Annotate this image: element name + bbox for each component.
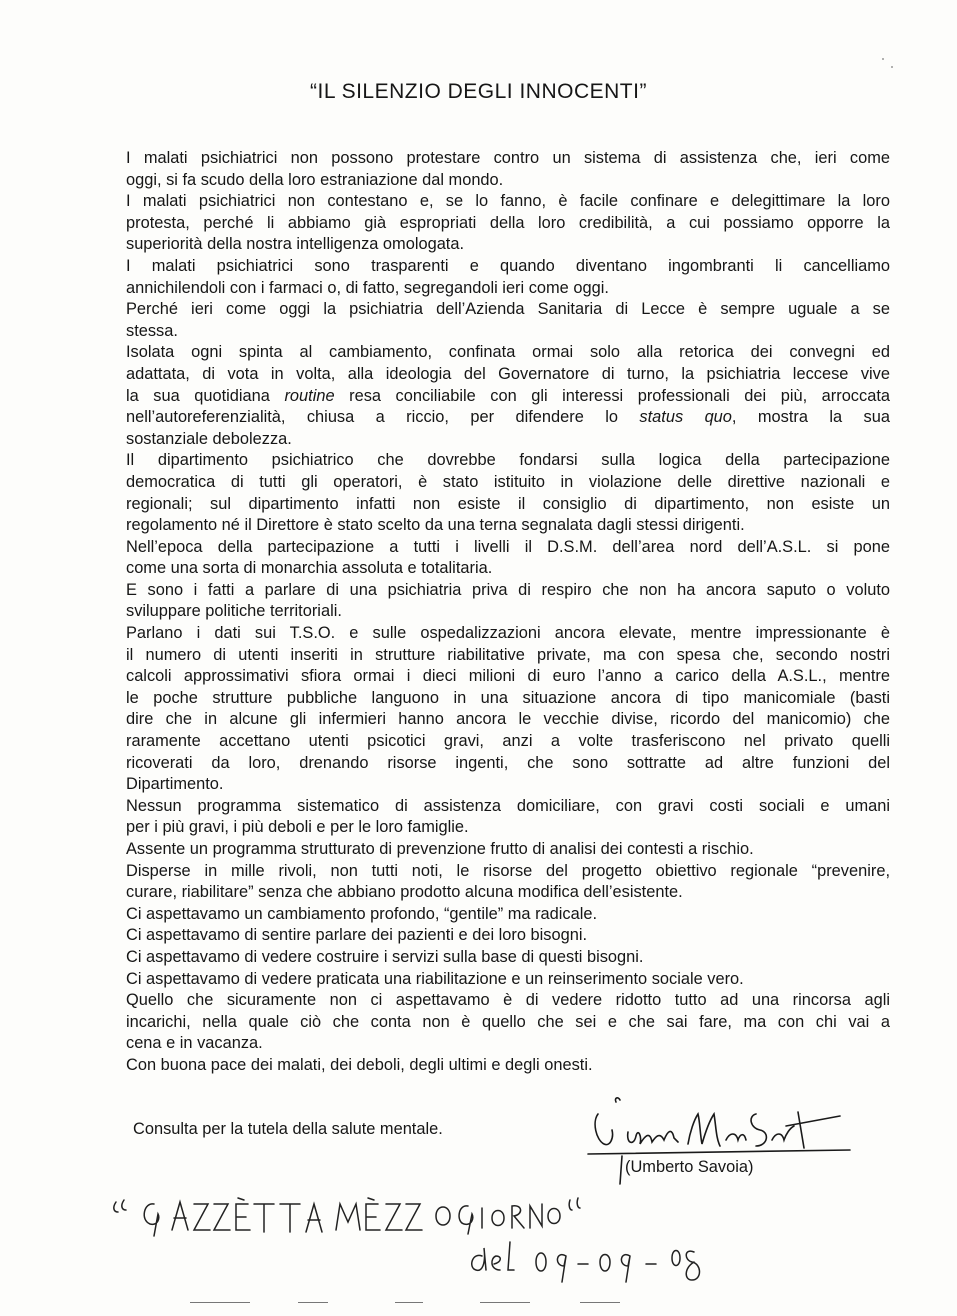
text-segment: la sua quotidiana bbox=[126, 386, 285, 405]
text-line: Il dipartimento psichiatrico che dovrebbe fondarsi sulla logica della partecipazione bbox=[126, 451, 890, 470]
text-line: sostanziale debolezza. bbox=[126, 429, 292, 448]
text-line: come una sorta di monarchia assoluta e totalitaria. bbox=[126, 559, 493, 578]
document-title: “IL SILENZIO DEGLI INNOCENTI” bbox=[310, 80, 647, 103]
scan-artifact bbox=[395, 1302, 423, 1303]
text-line: Dipartimento. bbox=[126, 775, 224, 794]
text-line: calcoli approssimativi sfiora ormai i dieci milioni di euro l’anno a carico della A.S.L., mentre bbox=[126, 667, 890, 686]
text-line: Isolata ogni spinta al cambiamento, confinata ormai solo alla retorica dei convegni ed bbox=[126, 343, 890, 362]
signatory-name: (Umberto Savoia) bbox=[625, 1158, 754, 1176]
italic-segment: routine bbox=[284, 386, 335, 405]
scan-artifact bbox=[480, 1302, 530, 1303]
italic-segment: status quo bbox=[639, 408, 732, 427]
text-line: Assente un programma strutturato di prevenzione frutto di analisi dei contesti a rischio. bbox=[126, 840, 754, 858]
text-line: sviluppare politiche territoriali. bbox=[126, 602, 342, 621]
text-line: protesta, perché li abbiamo già espropriati della loro credibilità, a cui possiamo opporre la bbox=[126, 213, 890, 232]
text-line: Nessun programma sistematico di assistenza domiciliare, con gravi costi sociali e umani bbox=[126, 796, 890, 815]
text-line: annichilendoli con i farmaci o, di fatto, segregandoli ieri come oggi. bbox=[126, 278, 609, 297]
text-line: Perché ieri come oggi la psichiatria dell’Azienda Sanitaria di Lecce è sempre uguale a se bbox=[126, 300, 890, 319]
text-line: Ci aspettavamo di sentire parlare dei pazienti e dei loro bisogni. bbox=[126, 926, 588, 945]
text-line: Disperse in mille rivoli, non tutti noti, le risorse del progetto obiettivo regionale “prevenire, bbox=[126, 861, 890, 880]
text-line: per i più gravi, i più deboli e per le loro famiglie. bbox=[126, 818, 469, 837]
text-line bbox=[126, 407, 890, 429]
text-line: regionali; sul dipartimento infatti non esiste il consiglio di dipartimento, non esiste un bbox=[126, 494, 890, 513]
text-line: raramente accettano utenti psicotici gravi, anzi a volte trasferiscono nel privato quelli bbox=[126, 732, 890, 751]
text-line bbox=[126, 386, 890, 408]
text-line: incarichi, nella quale ciò che conta non è quello che sei e che sai fare, ma con chi vai a bbox=[126, 1012, 890, 1031]
text-segment: nell’autoreferenzialità, chiusa a riccio, per difendere lo bbox=[126, 408, 640, 427]
text-line: Ci aspettavamo di vedere costruire i servizi sulla base di questi bisogni. bbox=[126, 947, 644, 966]
text-line: curare, riabilitare” senza che abbiano prodotto alcuna modifica dell’esistente. bbox=[126, 883, 683, 902]
text-line: Parlano i dati sui T.S.O. e sulle ospedalizzazioni ancora elevate, mentre impressionante è bbox=[126, 624, 890, 643]
text-line: Ci aspettavamo un cambiamento profondo, “gentile” ma radicale. bbox=[126, 904, 598, 923]
text-line: I malati psichiatrici sono trasparenti e quando diventano ingombranti li cancelliamo bbox=[126, 256, 890, 275]
handwritten-note bbox=[110, 1190, 750, 1300]
text-line: oggi, si fa scudo della loro estraniazione dal mondo. bbox=[126, 170, 504, 189]
text-line: le poche strutture pubbliche languono in una situazione ancora di tipo manicomiale (basti bbox=[126, 688, 890, 707]
text-line: ricoverati da loro, drenando risorse ingenti, che sono sottratte ad altre funzioni del bbox=[126, 753, 890, 772]
text-line: I malati psichiatrici non contestano e, se lo fanno, è facile confinare e delegittimare la loro bbox=[126, 192, 890, 211]
scan-artifact bbox=[298, 1302, 328, 1303]
text-line: E sono i fatti a parlare di una psichiatria priva di respiro che non ha ancora saputo o voluto bbox=[126, 580, 890, 599]
text-segment: , mostra la sua bbox=[731, 408, 890, 427]
scan-artifact bbox=[891, 66, 893, 68]
scan-artifact bbox=[190, 1302, 250, 1303]
closing-line: Consulta per la tutela della salute mentale. bbox=[133, 1120, 443, 1138]
text-line: stessa. bbox=[126, 321, 178, 340]
text-line: democratica di tutti gli operatori, è stato istituito in violazione delle direttive nazionali e bbox=[126, 472, 890, 491]
text-line: dire che in alcune gli infermieri hanno ancora le vecchie divise, ricordo del manicomio) che bbox=[126, 710, 890, 729]
text-line: adattata, di vota in volta, alla ideologia del Governatore di turno, la psichiatria leccese vive bbox=[126, 364, 890, 383]
text-line: Nell’epoca della partecipazione a tutti i livelli il D.S.M. dell’area nord dell’A.S.L. si pone bbox=[126, 537, 890, 556]
text-line: I malati psichiatrici non possono protestare contro un sistema di assistenza che, ieri come bbox=[126, 149, 890, 167]
text-line: cena e in vacanza. bbox=[126, 1034, 263, 1053]
text-line: Con buona pace dei malati, dei deboli, degli ultimi e degli onesti. bbox=[126, 1055, 593, 1074]
text-line: regolamento né il Direttore è stato scelto da una terna segnalata dagli stessi dirigenti. bbox=[126, 516, 745, 535]
text-line: Ci aspettavamo di vedere praticata una riabilitazione e un reinserimento sociale vero. bbox=[126, 969, 744, 988]
scan-artifact bbox=[580, 1302, 620, 1303]
text-segment: resa conciliabile con gli interessi professionali dei più, arroccata bbox=[334, 386, 890, 405]
scan-artifact bbox=[882, 58, 884, 60]
text-line: superiorità della nostra intelligenza omologata. bbox=[126, 235, 465, 254]
document-body bbox=[126, 148, 890, 1077]
text-line: il numero di utenti inseriti in strutture riabilitative private, ma con spesa che, secondo nostri bbox=[126, 645, 890, 664]
text-line: Quello che sicuramente non ci aspettavamo è di vedere ridotto tutto ad una rincorsa agli bbox=[126, 991, 890, 1010]
